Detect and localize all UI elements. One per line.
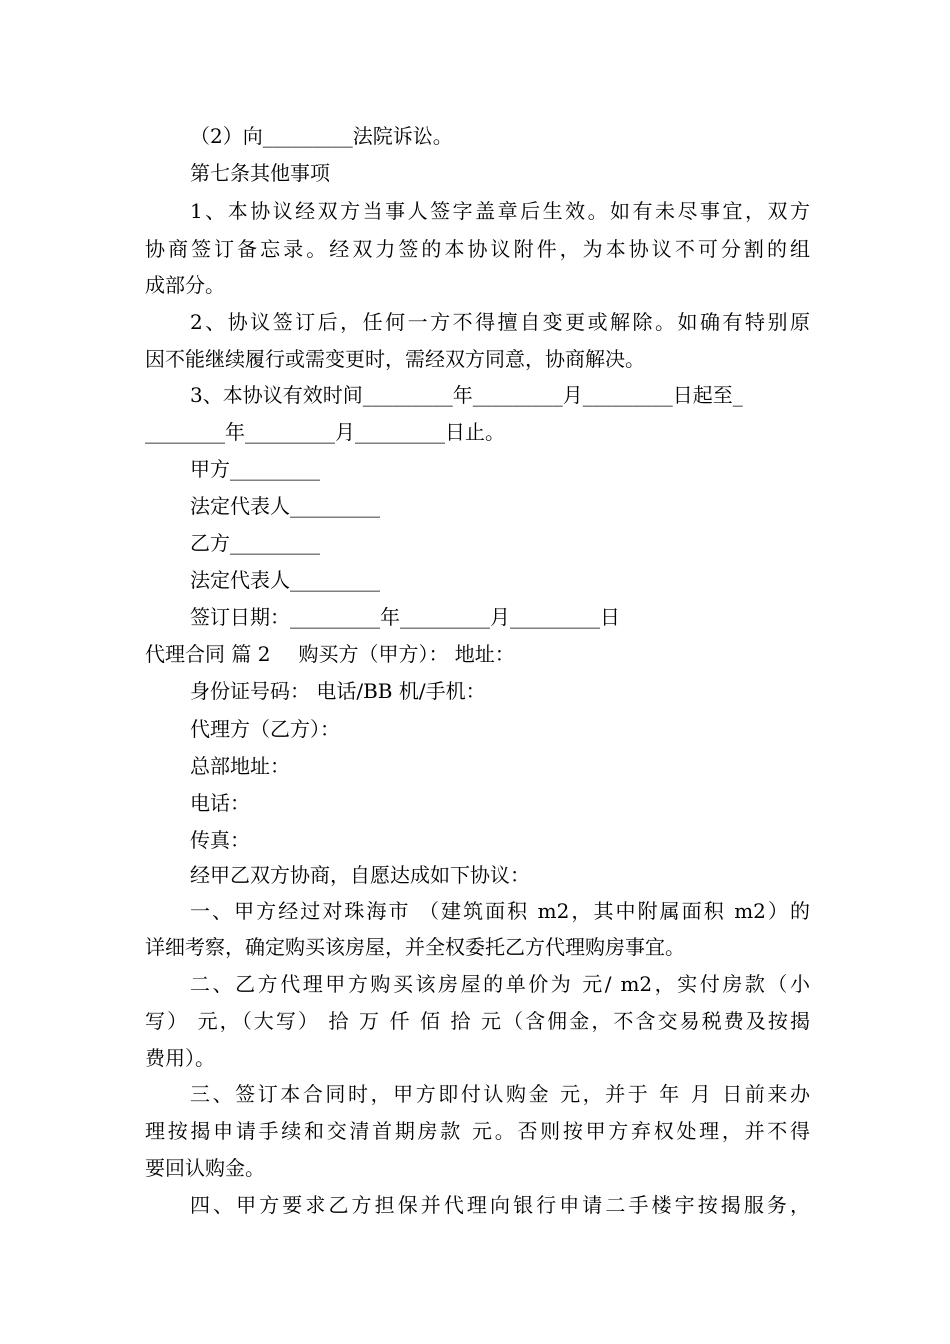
paragraph-line: 二、乙方代理甲方购买该房屋的单价为 元/ m2，实付房款（小 [190,972,810,996]
contract-title: 代理合同 篇 2 [145,642,271,666]
legal-representative-a-field: 法定代表人_________ [190,494,380,518]
contract-heading-line [145,636,810,672]
paragraph-line: 一、甲方经过对珠海市 （建筑面积 m2，其中附属面积 m2）的 [190,899,810,923]
paragraph-line: 成部分。 [145,273,225,297]
signing-date-field: 签订日期：_________年_________月_________日 [190,605,620,629]
paragraph-line: （2）向_________法院诉讼。 [190,124,453,148]
paragraph-line: 因不能继续履行或需变更时，需经双方同意，协商解决。 [145,347,645,371]
paragraph-line: 写） 元，（大写） 拾 万 仟 佰 拾 元（含佣金，不含交易税费及按揭 [145,1009,810,1033]
paragraph-line: 3、本协议有效时间_________年_________月_________日起至_ [190,383,743,407]
party-b-field: 乙方_________ [190,531,320,555]
paragraph-line: 2、协议签订后，任何一方不得擅自变更或解除。如确有特别原 [190,310,810,334]
paragraph-line: 三、签订本合同时，甲方即付认购金 元，并于 年 月 日前来办 [190,1082,810,1106]
phone-field: 电话： [190,791,250,815]
id-phone-field: 身份证号码： 电话/BB 机/手机： [190,679,486,703]
paragraph-line: 要回认购金。 [145,1156,265,1180]
buyer-field: 购买方（甲方）： 地址： [298,642,515,666]
fax-field: 传真： [190,828,250,852]
paragraph-line: 协商签订备忘录。经双力签的本协议附件，为本协议不可分割的组 [145,237,810,261]
paragraph-line: ________年_________月_________日止。 [145,420,505,444]
paragraph-line: 四、甲方要求乙方担保并代理向银行申请二手楼宇按揭服务， [190,1193,810,1217]
section-heading: 第七条其他事项 [190,161,330,185]
legal-representative-b-field: 法定代表人_________ [190,568,380,592]
party-a-field: 甲方_________ [190,457,320,481]
paragraph-line: 费用）。 [145,1046,215,1070]
headquarters-address-field: 总部地址： [190,754,290,778]
paragraph-line: 1、本协议经双方当事人签字盖章后生效。如有未尽事宜，双方 [190,199,810,223]
paragraph-line: 经甲乙双方协商，自愿达成如下协议： [190,863,530,887]
paragraph-line: 理按揭申请手续和交清首期房款 元。否则按甲方弃权处理，并不得 [145,1119,810,1143]
agent-field: 代理方（乙方）： [190,717,340,741]
paragraph-line: 详细考察，确定购买该房屋，并全权委托乙方代理购房事宜。 [145,935,685,959]
